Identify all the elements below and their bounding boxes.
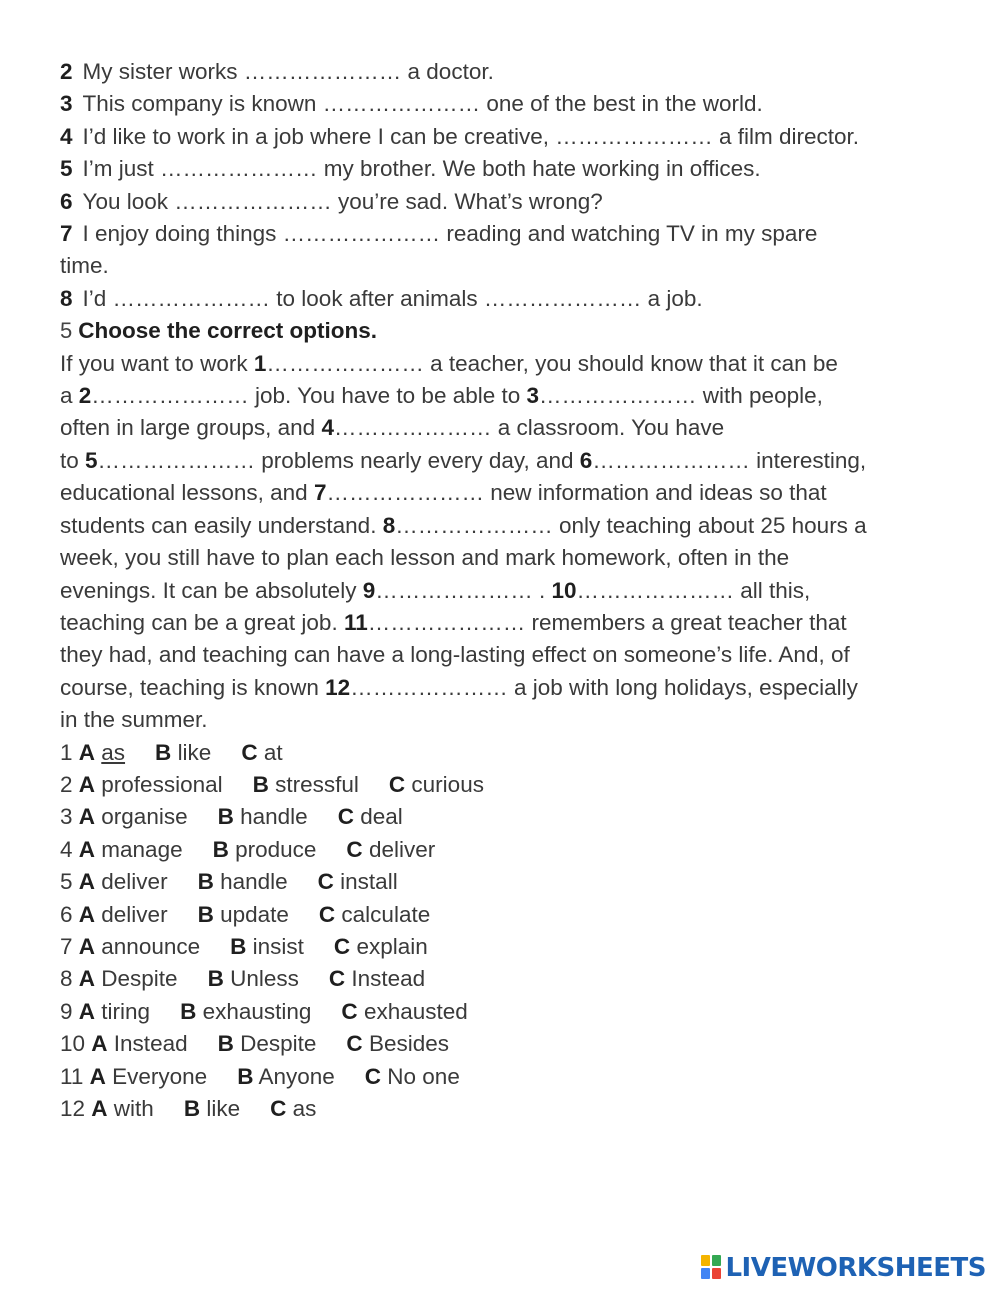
list-item: 2 My sister works ………………… a doctor.: [60, 59, 494, 84]
option-c[interactable]: C No one: [364, 1063, 460, 1089]
option-b[interactable]: B Unless: [207, 966, 299, 992]
option-b[interactable]: B stressful: [252, 771, 359, 797]
option-b[interactable]: B like: [155, 739, 212, 765]
option-c[interactable]: C deliver: [346, 836, 436, 862]
option-c[interactable]: C curious: [388, 771, 484, 797]
option-row: 11 A Everyone B Anyone C No one: [60, 1061, 960, 1093]
option-row: 9 A tiring B exhausting C exhausted: [60, 996, 960, 1028]
passage-line: week, you still have to plan each lesson and mark homework, often in the: [60, 545, 790, 571]
option-a[interactable]: A Everyone: [89, 1063, 208, 1089]
option-a[interactable]: A as: [78, 739, 126, 765]
option-a[interactable]: A with: [91, 1096, 154, 1121]
answer-gap[interactable]: …………………: [91, 383, 249, 409]
logo-text: LIVEWORKSHEETS: [725, 1253, 986, 1283]
passage-line: students can easily understand. 8………………… only teaching about 25 hours a: [60, 512, 867, 538]
option-c[interactable]: C install: [317, 869, 398, 895]
option-row: 3 A organise B handle C deal: [60, 801, 960, 833]
answer-gap[interactable]: …………………: [539, 383, 697, 409]
option-row: 7 A announce B insist C explain: [60, 931, 960, 963]
option-row: 12 A with B like C as: [60, 1093, 960, 1125]
option-a[interactable]: A Instead: [91, 1031, 188, 1057]
gap-number: 11: [343, 609, 368, 635]
liveworksheets-logo-icon: [701, 1255, 723, 1281]
answer-gap[interactable]: …………………: [97, 447, 256, 473]
list-item: time.: [60, 253, 109, 279]
option-row: 1 A as B like C at: [60, 737, 960, 769]
answer-gap[interactable]: …………………: [395, 512, 553, 538]
gap-number: 3: [526, 383, 540, 409]
passage-line: teaching can be a great job. 11………………… remembers a great teacher that: [60, 609, 847, 635]
passage-line: educational lessons, and 7………………… new information and ideas so that: [60, 480, 827, 506]
option-c[interactable]: C calculate: [318, 901, 431, 927]
gap-number: 2: [78, 383, 92, 409]
list-item: 7 I enjoy doing things ………………… reading and watching TV in my spare: [60, 221, 818, 247]
exercise-5-passage: [60, 348, 960, 737]
option-b[interactable]: B Anyone: [237, 1063, 335, 1089]
answer-gap[interactable]: …………………: [375, 577, 533, 603]
option-a[interactable]: A Despite: [78, 966, 178, 992]
option-c[interactable]: C Instead: [328, 966, 426, 992]
option-b[interactable]: B handle: [197, 869, 288, 895]
gap-number: 10: [551, 577, 577, 603]
gap-number: 6: [579, 447, 593, 473]
list-item: 8 I’d ………………… to look after animals ………………… a job.: [60, 285, 703, 311]
worksheet-page: [60, 56, 960, 1125]
option-b[interactable]: B exhausting: [180, 998, 312, 1024]
gap-number: 12: [325, 674, 351, 700]
option-c[interactable]: C Besides: [346, 1031, 449, 1057]
gap-number: 1: [253, 350, 267, 376]
option-b[interactable]: B produce: [212, 836, 317, 862]
gap-number: 4: [321, 415, 334, 441]
option-b[interactable]: B like: [183, 1096, 241, 1121]
option-c[interactable]: C exhausted: [341, 998, 468, 1024]
answer-gap[interactable]: …………………: [266, 350, 424, 376]
option-row: 10 A Instead B Despite C Besides: [60, 1028, 960, 1060]
option-c[interactable]: C at: [241, 739, 283, 765]
gap-number: 5: [85, 447, 98, 473]
gap-number: 7: [313, 480, 327, 506]
passage-line: course, teaching is known 12………………… a job with long holidays, especially: [60, 674, 858, 700]
option-a[interactable]: A professional: [78, 771, 223, 797]
liveworksheets-logo[interactable]: [701, 1251, 986, 1285]
passage-line: in the summer.: [60, 707, 208, 733]
answer-gap[interactable]: …………………: [333, 415, 492, 441]
option-a[interactable]: A manage: [78, 836, 183, 862]
exercise-5-options: [60, 737, 960, 1126]
option-a[interactable]: A tiring: [78, 998, 151, 1024]
option-row: 6 A deliver B update C calculate: [60, 899, 960, 931]
option-c[interactable]: C explain: [333, 933, 428, 959]
answer-gap[interactable]: …………………: [326, 480, 484, 506]
passage-line: they had, and teaching can have a long-lasting effect on someone’s life. And, of: [60, 642, 850, 668]
option-b[interactable]: B insist: [230, 933, 304, 959]
passage-line: to 5………………… problems nearly every day, and 6………………… interesting,: [60, 447, 867, 473]
list-item: 3 This company is known ………………… one of the best in the world.: [60, 91, 763, 117]
option-row: 2 A professional B stressful C curious: [60, 769, 960, 801]
option-row: 4 A manage B produce C deliver: [60, 834, 960, 866]
option-a[interactable]: A deliver: [78, 901, 168, 927]
gap-number: 8: [382, 512, 396, 538]
option-b[interactable]: B handle: [217, 804, 308, 830]
option-c[interactable]: C as: [270, 1096, 317, 1121]
passage-line: If you want to work 1………………… a teacher, you should know that it can be: [60, 350, 838, 376]
option-b[interactable]: B Despite: [217, 1031, 317, 1057]
list-item: 4 I’d like to work in a job where I can be creative, ………………… a film director.: [60, 123, 860, 149]
answer-gap[interactable]: …………………: [367, 609, 526, 635]
answer-gap[interactable]: …………………: [350, 674, 508, 700]
passage-line: a 2………………… job. You have to be able to 3………………… with people,: [60, 383, 823, 409]
exercise-4-list: [60, 56, 960, 315]
list-item: 6 You look ………………… you’re sad. What’s wrong?: [60, 188, 603, 214]
answer-gap[interactable]: …………………: [592, 447, 750, 473]
option-a[interactable]: A announce: [78, 933, 201, 959]
answer-gap[interactable]: …………………: [576, 577, 735, 603]
option-c[interactable]: C deal: [337, 804, 403, 830]
option-b[interactable]: B update: [197, 901, 289, 927]
gap-number: 9: [362, 577, 376, 603]
list-item: 5 I’m just ………………… my brother. We both hate working in offices.: [60, 156, 761, 182]
option-a[interactable]: A organise: [78, 804, 188, 830]
option-a[interactable]: A deliver: [78, 869, 168, 895]
option-row: 8 A Despite B Unless C Instead: [60, 963, 960, 995]
exercise-5-heading: 5 Choose the correct options.: [60, 318, 378, 344]
passage-line: often in large groups, and 4………………… a classroom. You have: [60, 415, 725, 441]
passage-line: evenings. It can be absolutely 9………………… . 10………………… all this,: [60, 577, 811, 603]
option-row: 5 A deliver B handle C install: [60, 866, 960, 898]
